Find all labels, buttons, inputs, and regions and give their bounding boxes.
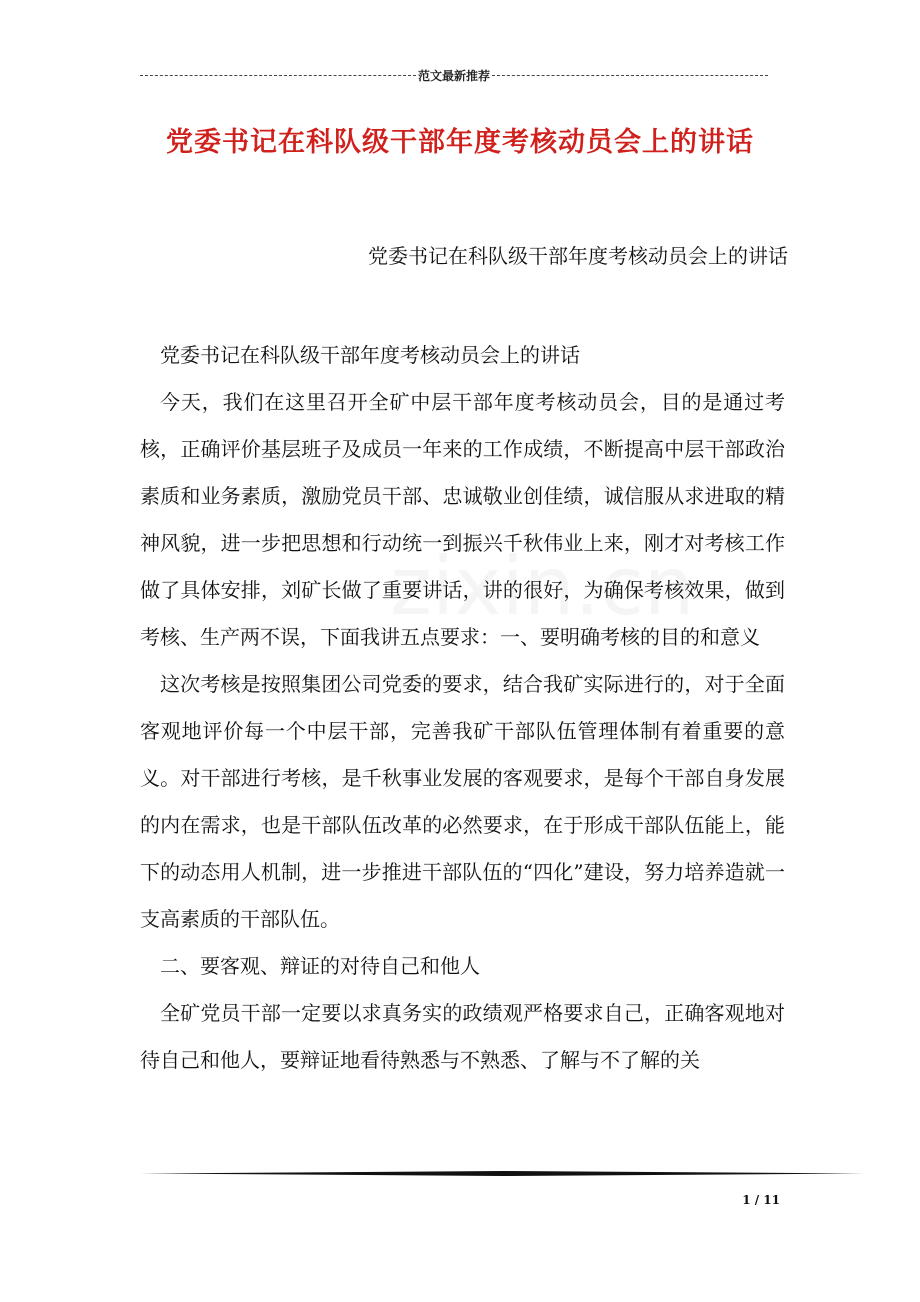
footer-rule	[140, 1171, 864, 1176]
header-bar	[140, 66, 768, 84]
document-title: 党委书记在科队级干部年度考核动员会上的讲话	[166, 127, 754, 158]
document-body	[140, 332, 785, 1084]
paragraph: 今天，我们在这里召开全矿中层干部年度考核动员会，目的是通过考核，正确评价基层班子及成员一年来的工作成绩，不断提高中层干部政治素质和业务素质，激励党员干部、忠诚敬业创佳绩，诚信服从求进取的精神风貌，进一步把思想和行动统一到振兴千秋伟业上来，刚才对考核工作做了具体安排，刘矿长做了重要讲话，讲的很好，为确保考核效果，做到考核、生产两不误，下面我讲五点要求：一、要明确考核的目的和意义	[140, 390, 785, 649]
paragraph: 这次考核是按照集团公司党委的要求，结合我矿实际进行的，对于全面客观地评价每一个中层干部，完善我矿干部队伍管理体制有着重要的意义。对干部进行考核，是千秋事业发展的客观要求，是每个干部自身发展的内在需求，也是干部队伍改革的必然要求，在于形成干部队伍能上，能下的动态用人机制，进一步推进干部队伍的“四化”建设，努力培养造就一支高素质的干部队伍。	[140, 672, 785, 931]
header-label: 范文最新推荐	[418, 68, 491, 83]
paragraph: 全矿党员干部一定要以求真务实的政绩观严格要求自己，正确客观地对待自己和他人，要辩证地看待熟悉与不熟悉、了解与不了解的关	[140, 1001, 785, 1072]
paragraph: 党委书记在科队级干部年度考核动员会上的讲话	[160, 343, 580, 367]
paragraph: 二、要客观、辩证的对待自己和他人	[160, 954, 480, 978]
header-dash-right	[492, 75, 768, 76]
header-dash-left	[140, 75, 416, 76]
page-number: 1 / 11	[742, 1193, 780, 1207]
document-subtitle: 党委书记在科队级干部年度考核动员会上的讲话	[368, 244, 788, 268]
